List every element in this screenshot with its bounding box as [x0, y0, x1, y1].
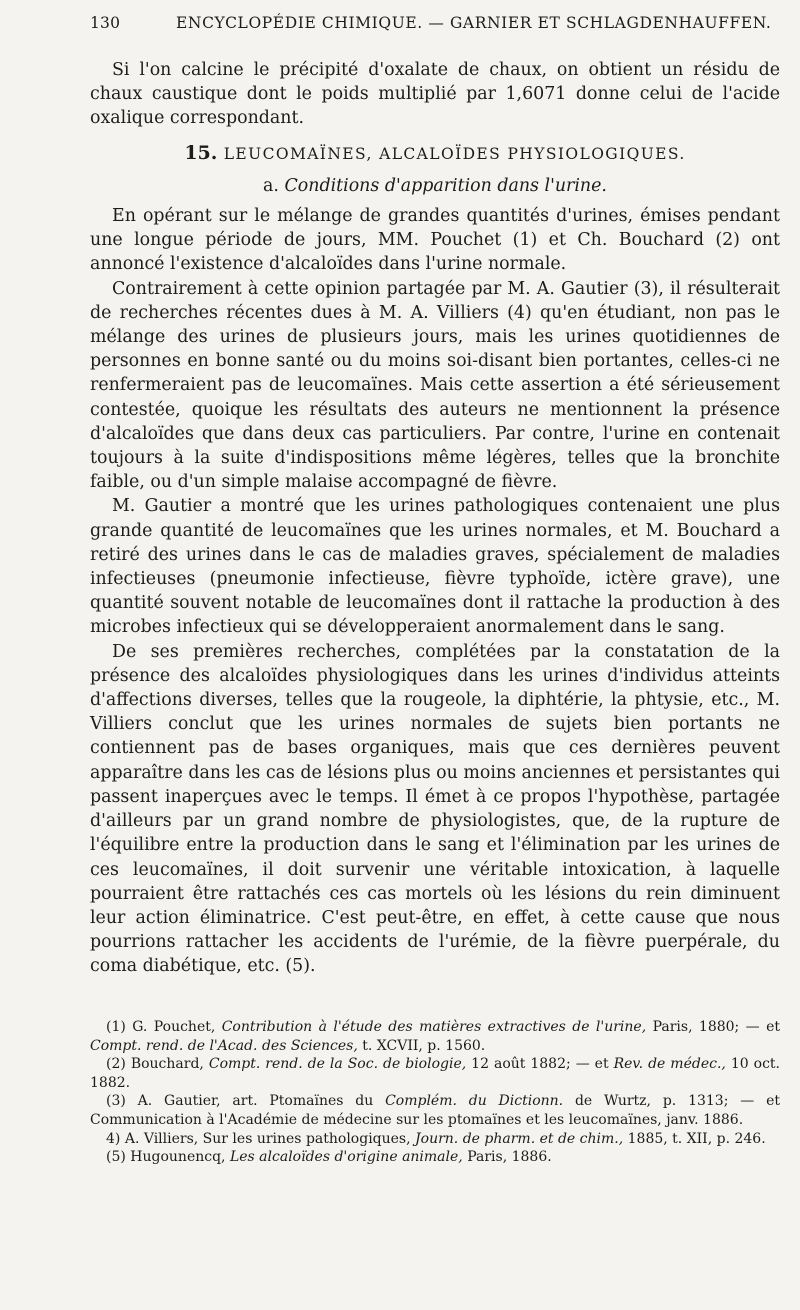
page-number: 130	[90, 14, 121, 32]
footnote-2: (2) Bouchard, Compt. rend. de la Soc. de biologie, 12 août 1882; — et Rev. de médec., 10 oct. 1882.	[90, 1056, 781, 1091]
paragraph-2: Contrairement à cette opinion partagée par M. A. Gautier (3), il résulterait de recherches récentes dues à M. A. Villiers (4) qu'en étudiant, non pas le mélange des urines de plusieurs jours, mais les urines quotidiennes de personnes en bonne santé ou du moins soi-disant bien portantes, celles-ci ne renfermeraient pas de leucomaïnes. Mais cette assertion a été sérieusement contestée, quoique les résultats des auteurs ne mentionnent la présence d'alcaloïdes que dans deux cas particuliers. Par contre, l'urine en contenait toujours à la suite d'indispositions même légères, telles que la bronchite faible, ou d'un simple malaise accompagné de fièvre.	[90, 278, 780, 493]
footnotes	[90, 1018, 780, 1167]
paragraph-3: M. Gautier a montré que les urines pathologiques contenaient une plus grande quantité de leucomaïnes que les urines normales, et M. Bouchard a retiré des urines dans le cas de maladies graves, spécialement de maladies infectieuses (pneumonie infectieuse, fièvre typhoïde, ictère grave), une quantité souvent notable de leucomaïnes dont il rattache la production à des microbes infectieux qui se développeraient anormalement dans le sang.	[90, 496, 780, 638]
footnote-3: (3) A. Gautier, art. Ptomaïnes du Complém. du Dictionn. de Wurtz, p. 1313; — et Communication à l'Académie de médecine sur les ptomaïnes et les leucomaïnes, janv. 1886.	[90, 1093, 780, 1128]
subsection-heading	[90, 174, 780, 198]
subsection-title: Conditions d'apparition dans l'urine.	[284, 175, 607, 196]
footnote-1: (1) G. Pouchet, Contribution à l'étude des matières extractives de l'urine, Paris, 1880; — et Compt. rend. de l'Acad. des Sciences, t. XCVII, p. 1560.	[90, 1019, 780, 1054]
footnote-5: (5) Hugounencq, Les alcaloïdes d'origine animale, Paris, 1886.	[106, 1149, 552, 1166]
main-text	[90, 58, 780, 979]
intro-paragraph: Si l'on calcine le précipité d'oxalate de chaux, on obtient un résidu de chaux caustique dont le poids multiplié par 1,6071 donne celui de l'acide oxalique correspondant.	[90, 60, 780, 129]
section-title: LEUCOMAÏNES, ALCALOÏDES PHYSIOLOGIQUES.	[223, 144, 686, 163]
paragraph-1: En opérant sur le mélange de grandes quantités d'urines, émises pendant une longue période de jours, MM. Pouchet (1) et Ch. Bouchard (2) ont annoncé l'existence d'alcaloïdes dans l'urine normale.	[90, 206, 780, 275]
section-heading	[90, 141, 780, 166]
footnote-4: 4) A. Villiers, Sur les urines pathologiques, Journ. de pharm. et de chim., 1885, t. XII, p. 246.	[106, 1130, 766, 1147]
paragraph-4: De ses premières recherches, complétées par la constatation de la présence des alcaloïdes physiologiques dans les urines d'individus atteints d'affections diverses, telles que la rougeole, la diphtérie, la phtysie, etc., M. Villiers conclut que les urines normales de sujets bien portants ne contiennent pas de bases organiques, mais que ces dernières peuvent apparaître dans les cas de lésions plus ou moins anciennes et persistantes qui passent inaperçues avec le temps. Il émet à ce propos l'hypothèse, partagée d'ailleurs par un grand nombre de physiologistes, que, de la rupture de l'équilibre entre la production dans le sang et l'élimination par les urines de ces leucomaïnes, il doit survenir une véritable intoxication, à laquelle pourraient être rattachés ces cas mortels où les lésions du rein diminuent leur action éliminatrice. C'est peut-être, en effet, à cette cause que nous pourrions rattacher les accidents de l'urémie, de la fièvre puerpérale, du coma diabétique, etc. (5).	[90, 641, 780, 977]
subsection-letter: a.	[263, 175, 279, 196]
section-number: 15.	[184, 141, 218, 164]
running-title: ENCYCLOPÉDIE CHIMIQUE. — GARNIER ET SCHLAGDENHAUFFEN.	[176, 14, 772, 32]
